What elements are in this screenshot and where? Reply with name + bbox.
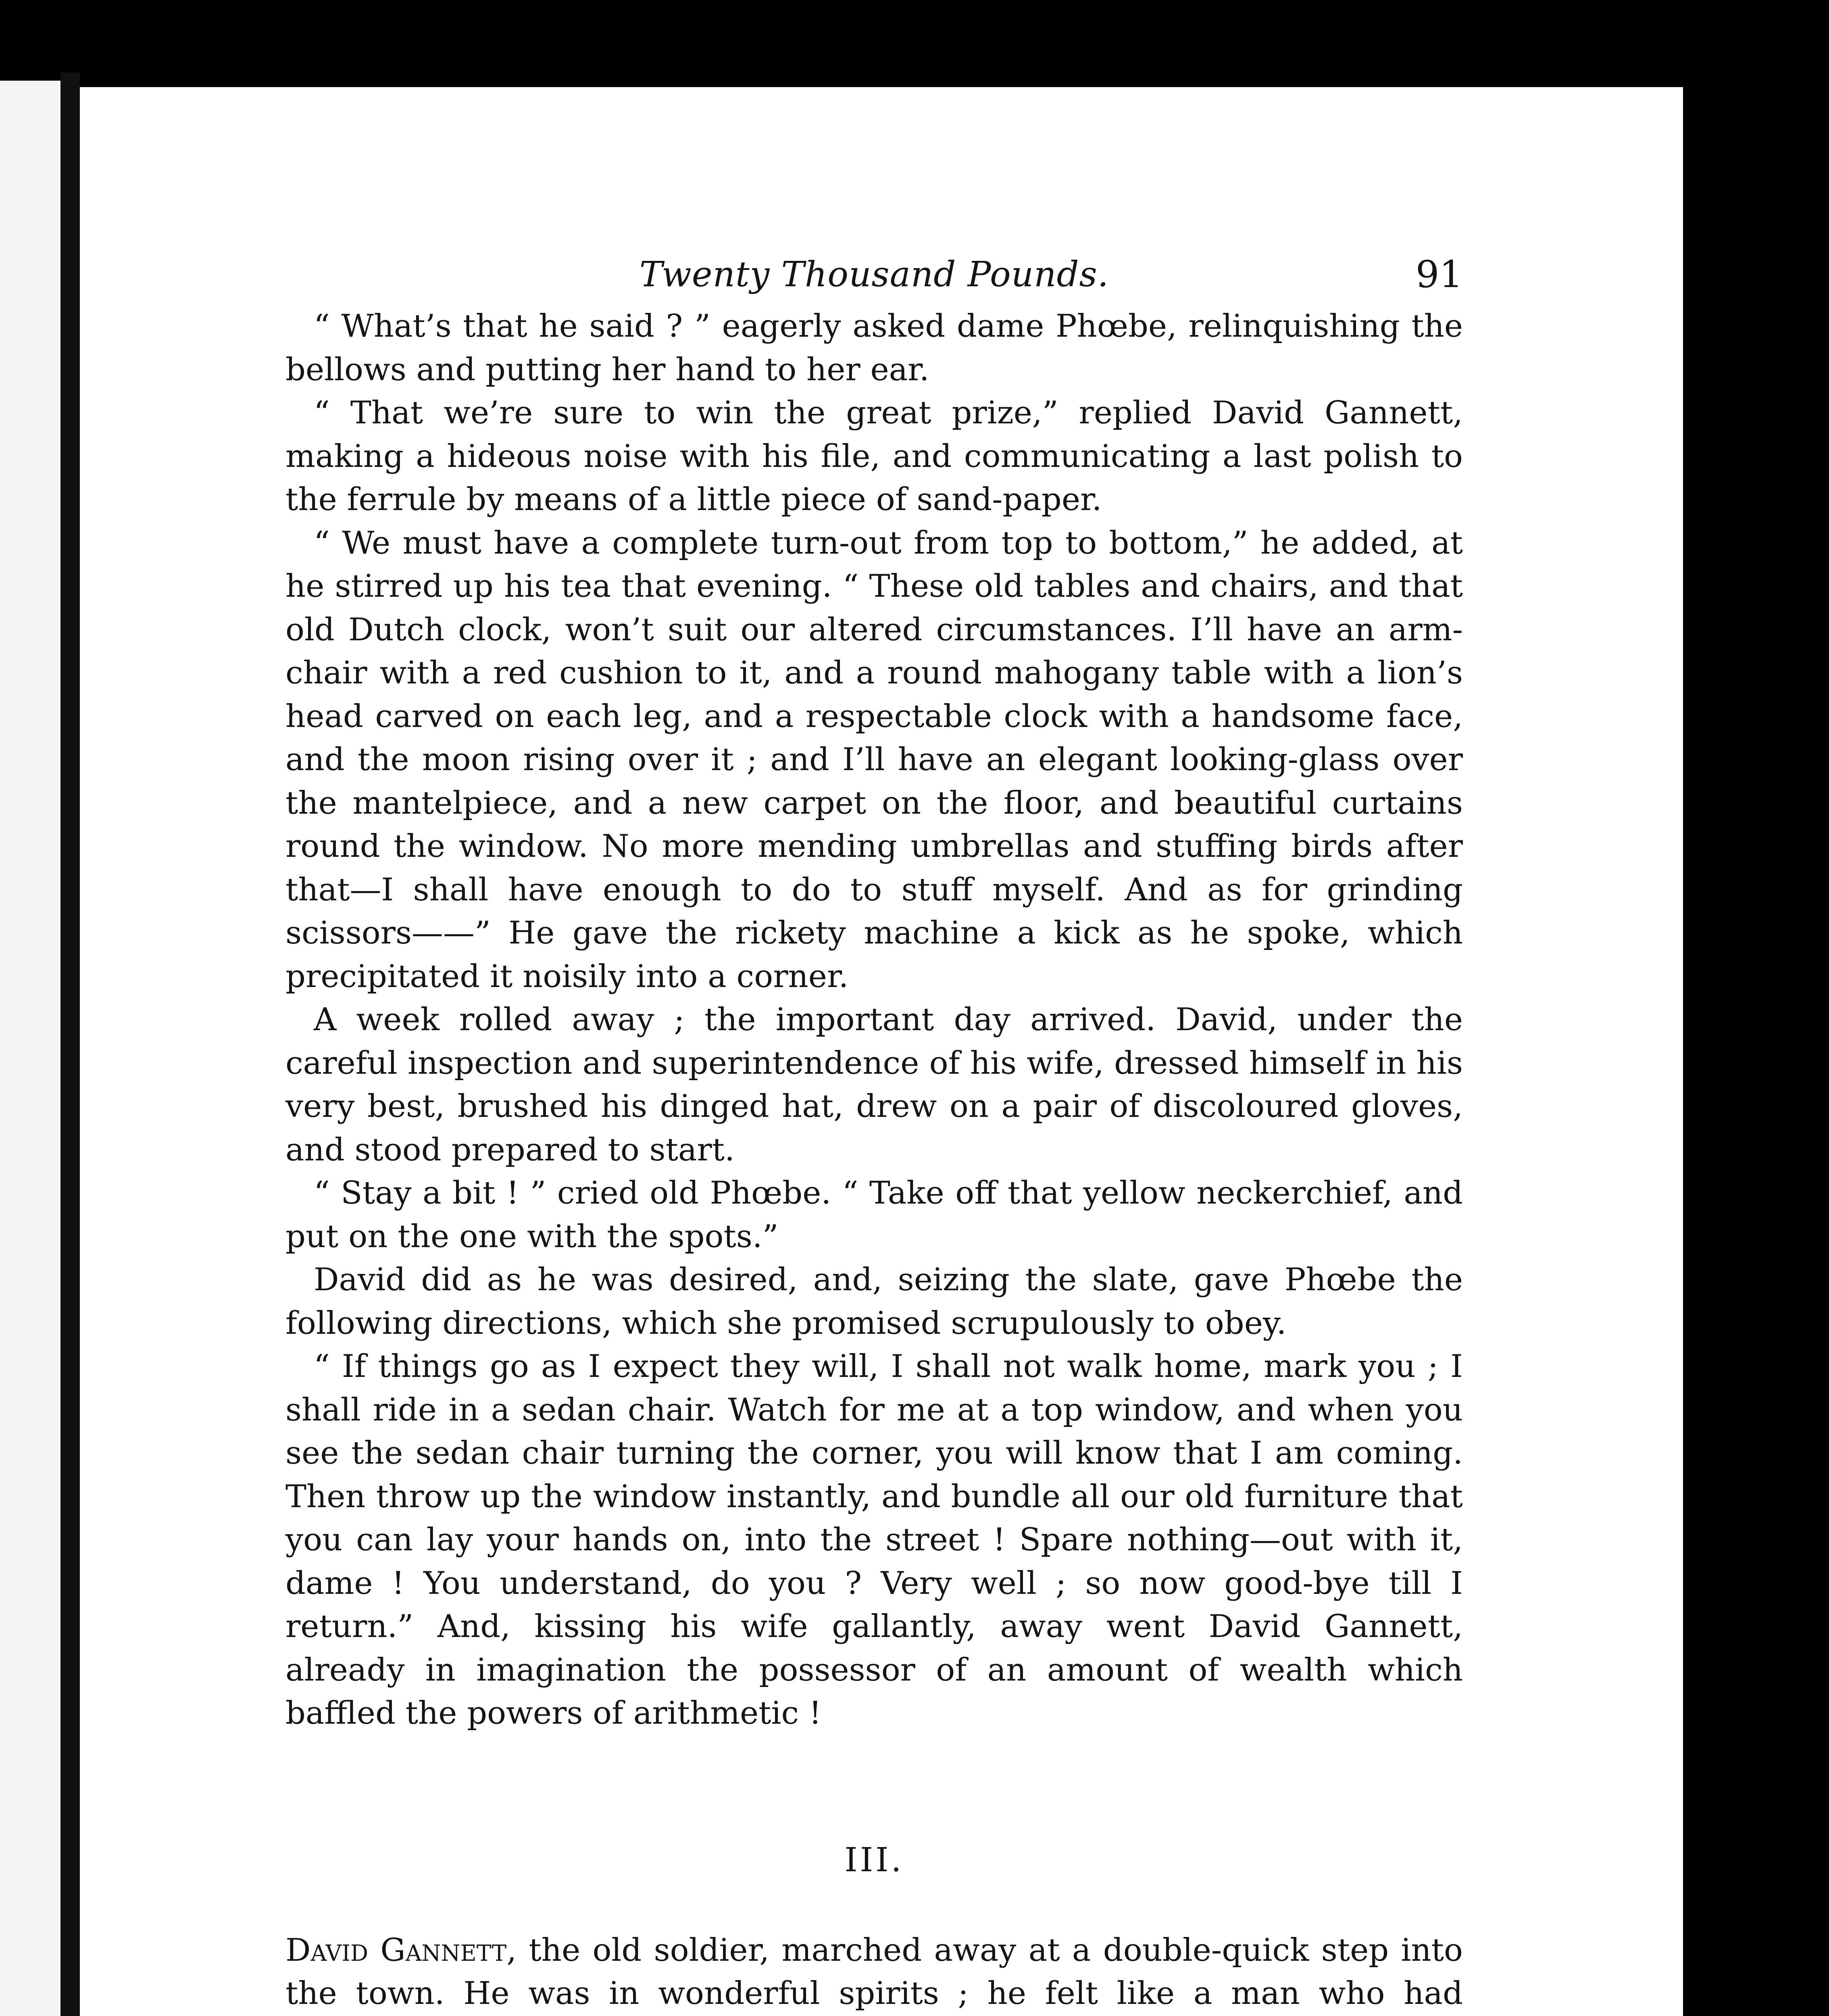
paragraph-6: David did as he was desired, and, seizing the slate, gave Phœbe the following directions, which she promised scrupulously to obey. — [285, 1262, 1463, 1341]
page-text-block — [285, 244, 1463, 2016]
section-heading: III. — [844, 1841, 904, 1879]
section-paragraph-text: the old soldier, marched away at a double-quick step into the town. He was in wonderful spirits ; he felt like a man who had — [285, 1932, 1463, 2012]
paragraph-2: “ That we’re sure to win the great prize,” replied David Gannett, making a hideous noise with his file, and communicating a last polish to the ferrule by means of a little piece of sand-paper. — [285, 395, 1463, 518]
paragraph-3: “ We must have a complete turn-out from top to bottom,” he added, at he stirred up his tea that evening. “ These old tables and chairs, and that old Dutch clock, won’t suit our altered circumstances. I’ll have an arm-chair with a red cushion to it, and a round mahogany table with a lion’s head carved on each leg, and a respectable clock with a handsome face, and the moon rising over it ; and I’ll have an elegant looking-glass over the mantelpiece, and a new carpet on the floor, and beautiful curtains round the window. No more mending umbrellas and stuffing birds after that—I shall have enough to do to stuff myself. And as for grinding scissors——” He gave the rickety machine a kick as he spoke, which precipitated it noisily into a corner. — [285, 525, 1463, 995]
section-lead-name: David Gannett, — [285, 1932, 517, 1968]
book-page — [80, 87, 1683, 2016]
paragraph-1: “ What’s that he said ? ” eagerly asked dame Phœbe, relinquishing the bellows and putting her hand to her ear. — [285, 308, 1463, 388]
section-paragraph — [285, 1929, 1463, 2016]
paragraph-7: “ If things go as I expect they will, I shall not walk home, mark you ; I shall ride in a sedan chair. Watch for me at a top window, and when you see the sedan chair turning the corner, you will know that I am coming. Then throw up the window instantly, and bundle all our old furniture that you can lay your hands on, into the street ! Spare nothing—out with it, dame ! You understand, do you ? Very well ; so now good-bye till I return.” And, kissing his wife gallantly, away went David Gannett, already in imagination the possessor of an amount of wealth which baffled the powers of arithmetic ! — [285, 1348, 1463, 1731]
facing-page-edge — [0, 81, 60, 2016]
page-number: 91 — [1415, 253, 1463, 296]
running-head — [285, 244, 1463, 305]
running-title: Twenty Thousand Pounds. — [639, 254, 1109, 295]
book-gutter — [60, 73, 80, 2016]
paragraph-5: “ Stay a bit ! ” cried old Phœbe. “ Take off that yellow neckerchief, and put on the one with the spots.” — [285, 1175, 1463, 1255]
paragraph-4: A week rolled away ; the important day arrived. David, under the careful inspection and superintendence of his wife, dressed himself in his very best, brushed his dinged hat, drew on a pair of discoloured gloves, and stood prepared to start. — [285, 1002, 1463, 1168]
